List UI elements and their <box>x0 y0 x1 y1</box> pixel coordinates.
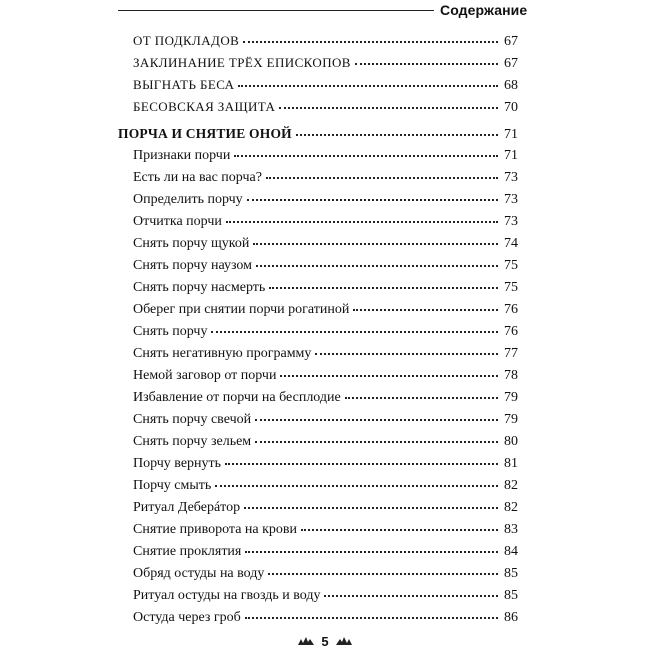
toc-entry[interactable] <box>118 478 518 498</box>
toc-entry-label: БЕСОВСКАЯ ЗАЩИТА <box>133 99 276 114</box>
leader-dots <box>243 40 498 43</box>
toc-section-label: ПОРЧА И СНЯТИЕ ОНОЙ <box>118 126 292 141</box>
toc-entry-label: Снять порчу наузом <box>133 258 252 273</box>
leader-dots <box>226 220 498 223</box>
leader-dots <box>238 84 498 87</box>
toc-entry-page: 78 <box>504 368 518 383</box>
toc-entry-page: 77 <box>504 346 518 361</box>
toc-entry-label: Определить порчу <box>133 192 243 207</box>
toc-entry-page: 86 <box>504 610 518 625</box>
toc-entry[interactable] <box>118 99 518 119</box>
toc-entry[interactable] <box>118 324 518 344</box>
toc-entry-page: 71 <box>504 148 518 163</box>
toc-entry-label: Снять негативную программу <box>133 346 312 361</box>
toc-entry-page: 75 <box>504 280 518 295</box>
toc-entry-page: 83 <box>504 522 518 537</box>
toc-entry-page: 79 <box>504 390 518 405</box>
toc-entry[interactable] <box>118 456 518 476</box>
toc-entry[interactable] <box>118 500 518 520</box>
toc-entry-page: 85 <box>504 566 518 581</box>
toc-entry[interactable] <box>118 566 518 586</box>
toc-entry[interactable] <box>118 236 518 256</box>
toc-entry[interactable] <box>118 77 518 97</box>
toc-entry-label: Есть ли на вас порча? <box>133 170 262 185</box>
toc-entry-label: Оберег при снятии порчи рогатиной <box>133 302 350 317</box>
leader-dots <box>245 550 498 553</box>
toc-entry-page: 67 <box>504 56 518 71</box>
left-ornament-icon <box>297 636 315 646</box>
toc-entry-label: Снятие проклятия <box>133 544 242 559</box>
toc-entry-label: Снять порчу щукой <box>133 236 250 251</box>
leader-dots <box>255 418 498 421</box>
toc-entry-label: Отчитка порчи <box>133 214 222 229</box>
leader-dots <box>266 176 498 179</box>
toc-entry-label: Снять порчу насмерть <box>133 280 266 295</box>
toc-entry[interactable] <box>118 192 518 212</box>
running-header-title: Содержание <box>440 2 528 18</box>
toc-entry-label: Порчу вернуть <box>133 456 222 471</box>
toc-entry[interactable] <box>118 346 518 366</box>
leader-dots <box>268 572 498 575</box>
toc-entry-label: ВЫГНАТЬ БЕСА <box>133 77 235 92</box>
toc-entry[interactable] <box>118 412 518 432</box>
leader-dots <box>256 264 498 267</box>
leader-dots <box>279 106 498 109</box>
leader-dots <box>234 154 498 157</box>
leader-dots <box>355 62 498 65</box>
leader-dots <box>215 484 498 487</box>
toc-entry-page: 82 <box>504 500 518 515</box>
toc-entry-page: 79 <box>504 412 518 427</box>
toc-entry-page: 85 <box>504 588 518 603</box>
leader-dots <box>280 374 498 377</box>
leader-dots <box>353 308 498 311</box>
toc-entry-label: Избавление от порчи на бесплодие <box>133 390 341 405</box>
toc-entry-label: ОТ ПОДКЛАДОВ <box>133 33 240 48</box>
toc-entry[interactable] <box>118 170 518 190</box>
leader-dots <box>211 330 498 333</box>
toc-entry-page: 82 <box>504 478 518 493</box>
toc-entry-page: 73 <box>504 170 518 185</box>
toc-entry[interactable] <box>118 148 518 168</box>
toc-entry[interactable] <box>118 55 518 75</box>
leader-dots <box>225 462 498 465</box>
toc-entry[interactable] <box>118 368 518 388</box>
toc-entry-label: Снять порчу свечой <box>133 412 252 427</box>
leader-dots <box>245 616 498 619</box>
toc-entry[interactable] <box>118 390 518 410</box>
leader-dots <box>255 440 498 443</box>
toc-entry[interactable] <box>118 214 518 234</box>
toc-entry-page: 81 <box>504 456 518 471</box>
toc-entry-page: 76 <box>504 302 518 317</box>
toc-entry[interactable] <box>118 610 518 630</box>
toc-entry-label: Обряд остуды на воду <box>133 566 265 581</box>
leader-dots <box>296 133 498 136</box>
leader-dots <box>345 396 498 399</box>
right-ornament-icon <box>335 636 353 646</box>
leader-dots <box>301 528 498 531</box>
toc-entry-label: Ритуал Деберáтор <box>133 500 241 515</box>
leader-dots <box>253 242 498 245</box>
toc-entry-page: 73 <box>504 192 518 207</box>
toc-entry-page: 68 <box>504 78 518 93</box>
toc-entry-label: Снять порчу зельем <box>133 434 252 449</box>
toc-entry-label: Немой заговор от порчи <box>133 368 277 383</box>
toc-entry[interactable] <box>118 588 518 608</box>
toc-entry-label: Снять порчу <box>133 324 208 339</box>
toc-entry[interactable] <box>118 544 518 564</box>
toc-entry-label: Снятие приворота на крови <box>133 522 298 537</box>
leader-dots <box>324 594 498 597</box>
header-rule <box>118 10 434 11</box>
toc-entry-page: 73 <box>504 214 518 229</box>
toc-section-heading[interactable] <box>118 126 518 146</box>
toc-entry[interactable] <box>118 33 518 53</box>
toc-entry[interactable] <box>118 280 518 300</box>
toc-entry-label: Остуда через гроб <box>133 610 241 625</box>
leader-dots <box>315 352 498 355</box>
toc-entry-page: 67 <box>504 34 518 49</box>
toc-section-page: 71 <box>504 127 518 142</box>
toc-entry-page: 84 <box>504 544 518 559</box>
leader-dots <box>269 286 498 289</box>
toc-entry-label: Признаки порчи <box>133 148 231 163</box>
toc-entry-label: ЗАКЛИНАНИЕ ТРЁХ ЕПИСКОПОВ <box>133 55 351 70</box>
toc-entry[interactable] <box>118 434 518 454</box>
toc-entry-label: Ритуал остуды на гвоздь и воду <box>133 588 321 603</box>
page-number: 5 <box>321 633 329 649</box>
page-footer <box>0 632 650 650</box>
toc-entry[interactable] <box>118 522 518 542</box>
toc-entry-page: 74 <box>504 236 518 251</box>
toc-entry[interactable] <box>118 302 518 322</box>
toc-entry-label: Порчу смыть <box>133 478 212 493</box>
toc-entry-page: 75 <box>504 258 518 273</box>
leader-dots <box>247 198 498 201</box>
toc-entry[interactable] <box>118 258 518 278</box>
toc-entry-page: 76 <box>504 324 518 339</box>
toc-entry-page: 80 <box>504 434 518 449</box>
leader-dots <box>244 506 498 509</box>
toc-entry-page: 70 <box>504 100 518 115</box>
